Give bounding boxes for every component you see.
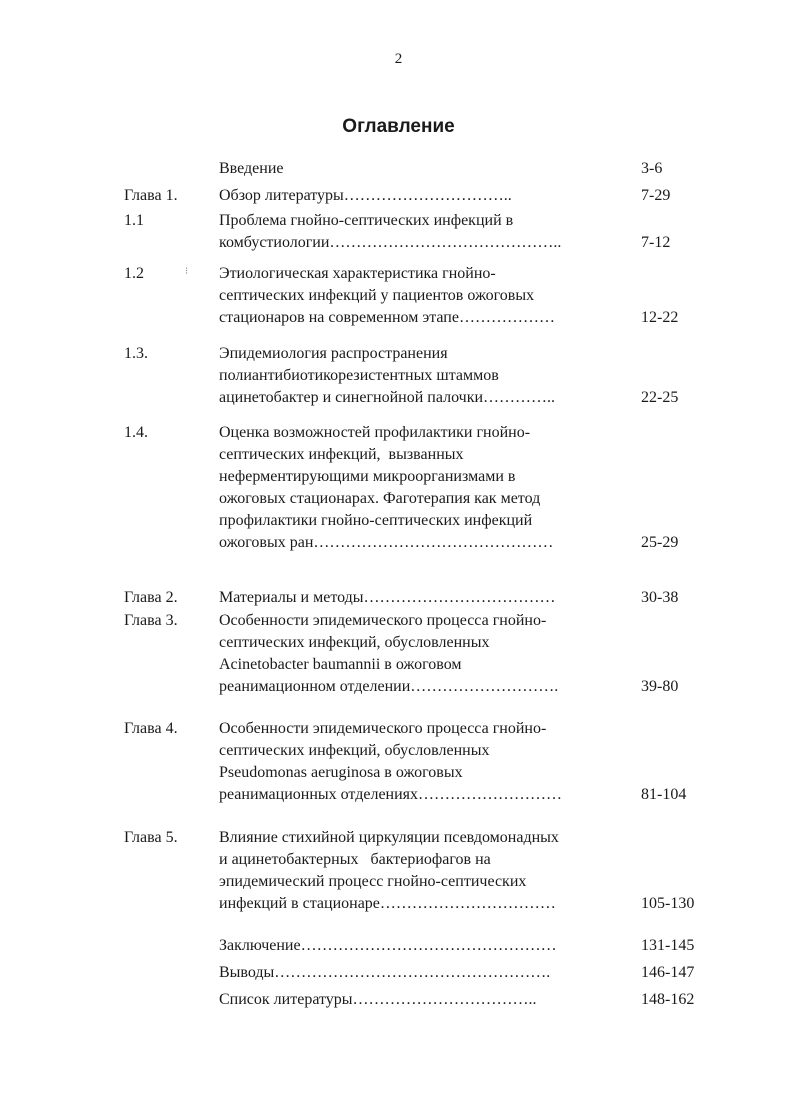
toc-entry-page: 25-29 bbox=[641, 534, 679, 551]
toc-entry-text: Особенности эпидемического процесса гнойно- септических инфекций, обусловленных Pseudomonas aeruginosa в ожоговых реанимационных отделениях……………………… bbox=[219, 720, 563, 803]
margin-mark: ⁝ bbox=[185, 266, 189, 277]
toc-entry-page: 105-130 bbox=[641, 895, 695, 912]
toc-entry-text: Обзор литературы………………………….. bbox=[219, 187, 512, 204]
toc-entry-text: Влияние стихийной циркуляции псевдомонадных и ацинетобактерных бактериофагов на эпидемический процесс гнойно-септических инфекций в стационаре…………………………… bbox=[219, 829, 559, 912]
toc-entry-text: Особенности эпидемического процесса гнойно- септических инфекций, обусловленных Acinetobacter baumannii в ожоговом реанимационном отделении………………………. bbox=[219, 612, 559, 695]
toc-entry-text: Этиологическая характеристика гнойно- септических инфекций у пациентов ожоговых стационаров на современном этапе……………… bbox=[219, 265, 555, 326]
toc-entry-text: Выводы……………………………………………. bbox=[219, 964, 551, 981]
toc-entry-label: Глава 5. bbox=[124, 829, 178, 846]
toc-entry-text: Введение bbox=[219, 160, 284, 177]
toc-entry-label: 1.2 bbox=[124, 265, 144, 282]
toc-entry-label: 1.1 bbox=[124, 212, 144, 229]
toc-entry-page: 12-22 bbox=[641, 309, 679, 326]
toc-title: Оглавление bbox=[342, 116, 455, 137]
toc-entry-text: Список литературы…………………………….. bbox=[219, 991, 537, 1008]
toc-entry-page: 7-12 bbox=[641, 234, 671, 251]
toc-entry-text: Материалы и методы……………………………… bbox=[219, 589, 556, 606]
toc-entry-page: 131-145 bbox=[641, 937, 695, 954]
toc-entry-page: 39-80 bbox=[641, 678, 679, 695]
toc-entry-page: 3-6 bbox=[641, 160, 663, 177]
toc-entry-text: Эпидемиология распространения полиантибиотикорезистентных штаммов ацинетобактер и синегнойной палочки………….. bbox=[219, 345, 556, 406]
toc-entry-label: Глава 4. bbox=[124, 720, 178, 737]
toc-entry-page: 22-25 bbox=[641, 389, 679, 406]
toc-entry-page: 148-162 bbox=[641, 991, 695, 1008]
toc-entry-label: Глава 2. bbox=[124, 589, 178, 606]
toc-entry-label: Глава 1. bbox=[124, 187, 178, 204]
toc-entry-page: 7-29 bbox=[641, 187, 671, 204]
page-number: 2 bbox=[394, 51, 403, 67]
toc-entry-text: Оценка возможностей профилактики гнойно- септических инфекций, вызванных неферментирующими микроорганизмами в ожоговых стационарах. Фаготерапия как метод профилактики гнойно-септических инфекций ожоговых ран……………………………………… bbox=[219, 424, 554, 551]
toc-entry-page: 30-38 bbox=[641, 589, 679, 606]
toc-entry-label: Глава 3. bbox=[124, 612, 178, 629]
toc-entry-page: 81-104 bbox=[641, 786, 687, 803]
toc-entry-page: 146-147 bbox=[641, 964, 695, 981]
toc-entry-label: 1.4. bbox=[124, 424, 148, 441]
toc-entry-text: Проблема гнойно-септических инфекций в комбустиологии…………………………………….. bbox=[219, 212, 562, 251]
toc-entry-text: Заключение………………………………………… bbox=[219, 937, 557, 954]
toc-entry-label: 1.3. bbox=[124, 345, 148, 362]
